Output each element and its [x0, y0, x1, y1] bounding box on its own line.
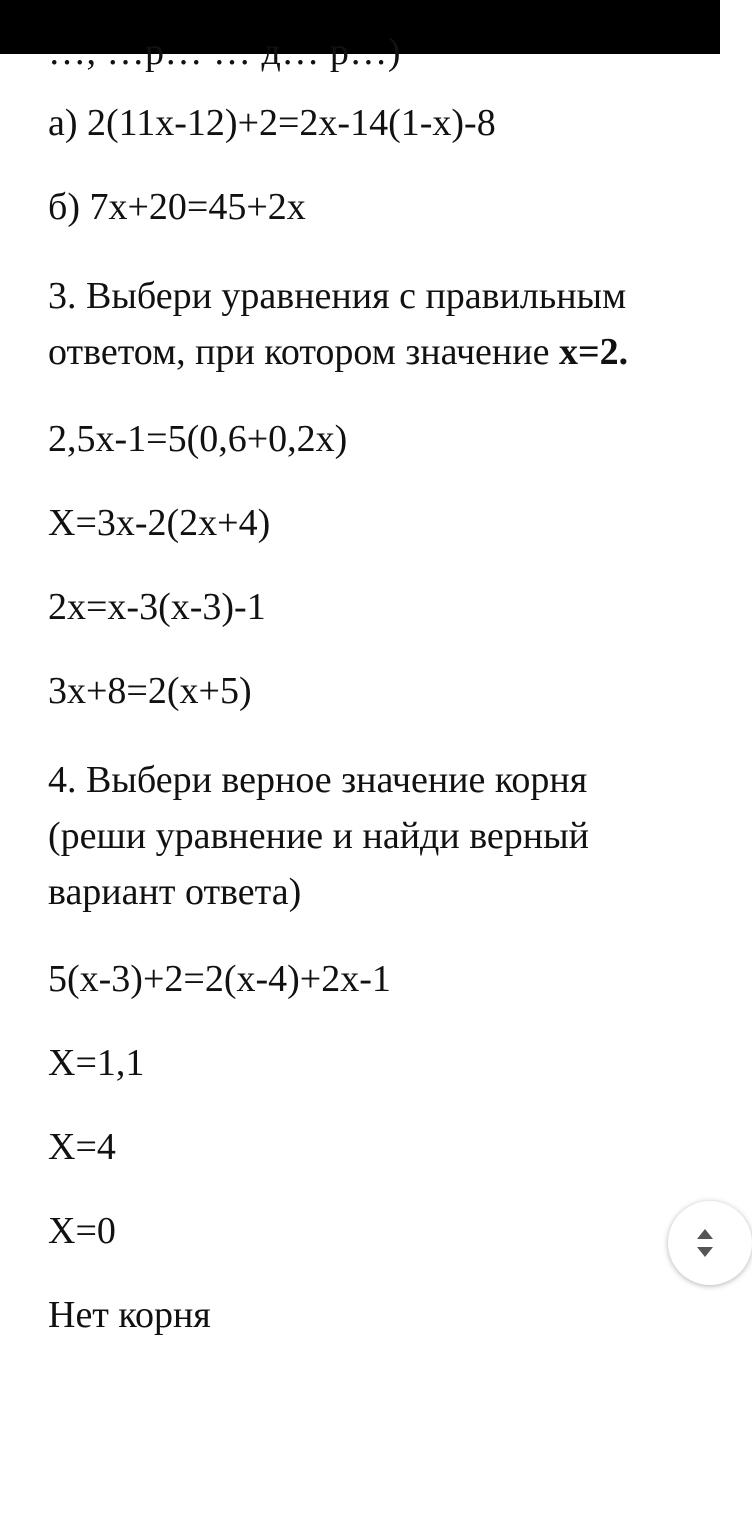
q4-option-3: Х=0 — [48, 1210, 116, 1252]
clipped-line-text: …, …р… … д… р…) — [48, 31, 401, 73]
question-4: 4. Выбери верное значение корня (реши уравнение и найди верный вариант ответа) — [48, 759, 589, 913]
up-down-arrows-icon — [694, 1225, 716, 1261]
clipped-previous-line — [0, 31, 720, 73]
question-3 — [48, 268, 688, 380]
q3-option-4: 3х+8=2(х+5) — [48, 670, 252, 712]
q4-option-2: Х=4 — [48, 1126, 116, 1168]
equation-b: б) 7x+20=45+2x — [48, 186, 306, 228]
question-3-bold-value: x=2. — [558, 331, 629, 373]
q4-option-1: Х=1,1 — [48, 1042, 145, 1084]
q3-option-3: 2х=х-3(х-3)-1 — [48, 586, 266, 628]
q4-option-4: Нет корня — [48, 1294, 211, 1336]
q4-equation: 5(х-3)+2=2(х-4)+2х-1 — [48, 958, 391, 1000]
assignment-content — [48, 100, 688, 1376]
q3-option-1: 2,5х-1=5(0,6+0,2х) — [48, 418, 348, 460]
equation-a: а) 2(11x-12)+2=2x-14(1-x)-8 — [48, 102, 496, 144]
question-3-text: 3. Выбери уравнения с правильным ответом, при котором значение — [48, 275, 627, 373]
scroll-button[interactable] — [668, 1201, 752, 1285]
q3-option-2: Х=3х-2(2х+4) — [48, 502, 271, 544]
